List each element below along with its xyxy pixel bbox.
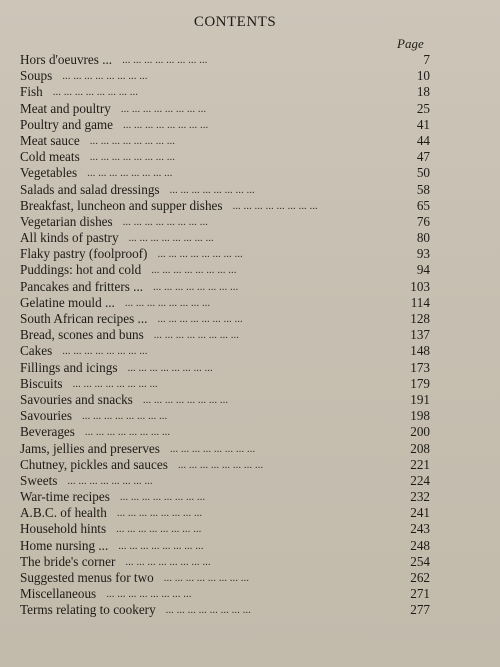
contents-heading: CONTENTS [193, 14, 277, 30]
entry-title: Jams, jellies and preserves [20, 440, 160, 456]
dot-leader: ... ... ... ... ... ... ... ... [123, 118, 209, 131]
entry-title: Suggested menus for two [20, 570, 154, 585]
dot-leader: ... ... ... ... ... ... ... ... [118, 539, 204, 552]
dot-leader: ... ... ... ... ... ... ... ... [119, 491, 206, 504]
entry-title: Soups [20, 68, 53, 84]
contents-entry [20, 408, 430, 424]
entry-page-number: 198 [410, 408, 430, 424]
dot-leader: ... ... ... ... ... ... ... ... [169, 442, 256, 455]
entry-page-number: 221 [410, 456, 430, 472]
dot-leader: ... ... ... ... ... ... ... ... [125, 555, 211, 568]
entry-title: Biscuits [20, 375, 63, 391]
dot-leader: ... ... ... ... ... ... ... ... [128, 232, 214, 245]
entry-title: A.B.C. of health [20, 505, 107, 521]
entry-title: The bride's corner [20, 553, 116, 569]
entry-page-number: 173 [410, 359, 430, 375]
entry-page-number: 10 [416, 68, 430, 84]
dot-leader: ... ... ... ... ... ... ... ... [151, 264, 237, 277]
entry-title: South African recipes ... [20, 311, 148, 326]
contents-entry [20, 68, 430, 84]
contents-entry [20, 230, 430, 246]
entry-title: Fillings and icings [20, 359, 118, 375]
dot-leader: ... ... ... ... ... ... ... ... [124, 296, 211, 309]
entry-page-number: 208 [410, 440, 430, 456]
contents-entry [20, 165, 430, 181]
entry-page-number: 128 [410, 311, 430, 326]
entry-title: Cold meats [20, 149, 80, 165]
contents-entry [20, 570, 430, 586]
entry-page-number: 93 [416, 246, 430, 262]
entry-page-number: 232 [410, 489, 430, 505]
entry-title: Salads and salad dressings [20, 181, 160, 197]
entry-title: Chutney, pickles and sauces [20, 456, 168, 472]
dot-leader: ... ... ... ... ... ... ... ... [165, 604, 251, 617]
contents-entry [20, 117, 430, 133]
dot-leader: ... ... ... ... ... ... ... ... [142, 393, 229, 406]
entry-title: Household hints [20, 521, 107, 537]
entry-page-number: 25 [416, 100, 430, 116]
contents-entry [20, 198, 430, 214]
dot-leader: ... ... ... ... ... ... ... ... [163, 572, 249, 584]
entry-page-number: 114 [410, 294, 430, 310]
entry-page-number: 80 [416, 230, 430, 246]
entry-title: Puddings: hot and cold [20, 262, 142, 278]
dot-leader: ... ... ... ... ... ... ... ... [82, 410, 168, 423]
contents-entry [20, 214, 430, 230]
entry-title: All kinds of pastry [20, 230, 119, 246]
entry-title: Cakes [20, 343, 53, 359]
contents-entry [20, 311, 430, 327]
contents-list [20, 52, 430, 619]
contents-entry [20, 246, 430, 262]
entry-title: Savouries [20, 408, 73, 424]
entry-page-number: 7 [423, 52, 430, 67]
entry-title: Vegetables [20, 165, 78, 181]
contents-entry [20, 376, 430, 392]
entry-page-number: 47 [416, 149, 430, 165]
contents-entry [20, 262, 430, 278]
entry-title: Beverages [20, 424, 75, 440]
entry-title: Miscellaneous [20, 586, 97, 602]
entry-title: War-time recipes [20, 489, 110, 505]
entry-title: Meat and poultry [20, 100, 111, 116]
dot-leader: ... ... ... ... ... ... ... ... [84, 426, 171, 439]
dot-leader: ... ... ... ... ... ... ... ... [62, 345, 148, 358]
dot-leader: ... ... ... ... ... ... ... ... [62, 70, 148, 83]
contents-entry [20, 52, 430, 68]
contents-entry [20, 457, 430, 473]
page-column-label: Page [397, 36, 424, 51]
entry-page-number: 94 [416, 262, 430, 278]
dot-leader: ... ... ... ... ... ... ... ... [72, 377, 158, 390]
entry-title: Flaky pastry (foolproof) [20, 246, 148, 262]
entry-page-number: 148 [410, 343, 430, 359]
contents-entry [20, 586, 430, 602]
entry-page-number: 241 [410, 505, 430, 521]
contents-entry [20, 295, 430, 311]
entry-page-number: 76 [416, 213, 430, 229]
contents-entry [20, 424, 430, 440]
entry-title: Vegetarian dishes [20, 213, 113, 229]
dot-leader: ... ... ... ... ... ... ... ... [153, 280, 239, 293]
entry-title: Sweets [20, 472, 58, 488]
dot-leader: ... ... ... ... ... ... ... ... [52, 86, 138, 99]
dot-leader: ... ... ... ... ... ... ... ... [89, 134, 175, 147]
entry-title: Fish [20, 84, 43, 100]
dot-leader: ... ... ... ... ... ... ... ... [122, 215, 208, 228]
entry-page-number: 65 [416, 197, 430, 213]
entry-page-number: 224 [410, 472, 430, 488]
dot-leader: ... ... ... ... ... ... ... ... [177, 458, 264, 471]
dot-leader: ... ... ... ... ... ... ... ... [122, 54, 208, 66]
dot-leader: ... ... ... ... ... ... ... ... [89, 151, 175, 164]
entry-page-number: 50 [416, 165, 430, 181]
dot-leader: ... ... ... ... ... ... ... ... [87, 167, 173, 180]
entry-page-number: 254 [410, 553, 430, 569]
entry-page-number: 41 [416, 116, 430, 132]
entry-page-number: 103 [410, 278, 430, 294]
entry-title: Hors d'oeuvres ... [20, 52, 113, 67]
contents-entry [20, 279, 430, 295]
contents-entry [20, 343, 430, 359]
contents-entry [20, 521, 430, 537]
contents-entry [20, 538, 430, 554]
entry-page-number: 191 [410, 391, 430, 407]
contents-entry [20, 84, 430, 100]
contents-entry [20, 441, 430, 457]
entry-title: Home nursing ... [20, 537, 109, 553]
entry-title: Terms relating to cookery [20, 602, 156, 618]
entry-title: Poultry and game [20, 116, 114, 132]
contents-entry [20, 360, 430, 376]
entry-title: Meat sauce [20, 132, 80, 148]
contents-entry [20, 505, 430, 521]
entry-page-number: 200 [410, 424, 430, 440]
entry-title: Bread, scones and buns [20, 327, 144, 343]
entry-page-number: 137 [410, 327, 430, 343]
dot-leader: ... ... ... ... ... ... ... ... [157, 313, 243, 325]
entry-page-number: 248 [410, 537, 430, 553]
contents-entry [20, 602, 430, 618]
dot-leader: ... ... ... ... ... ... ... ... [106, 588, 192, 601]
contents-entry [20, 489, 430, 505]
entry-page-number: 277 [410, 602, 430, 618]
entry-page-number: 262 [410, 570, 430, 585]
entry-page-number: 44 [416, 132, 430, 148]
contents-entry [20, 473, 430, 489]
dot-leader: ... ... ... ... ... ... ... ... [169, 183, 255, 196]
dot-leader: ... ... ... ... ... ... ... ... [116, 523, 202, 536]
entry-title: Breakfast, luncheon and supper dishes [20, 197, 223, 213]
dot-leader: ... ... ... ... ... ... ... ... [120, 102, 207, 115]
dot-leader: ... ... ... ... ... ... ... ... [153, 329, 240, 342]
entry-page-number: 271 [410, 586, 430, 602]
contents-entry [20, 327, 430, 343]
dot-leader: ... ... ... ... ... ... ... ... [116, 507, 203, 520]
entry-page-number: 58 [416, 181, 430, 197]
entry-title: Gelatine mould ... [20, 294, 115, 310]
dot-leader: ... ... ... ... ... ... ... ... [67, 474, 153, 487]
entry-page-number: 243 [410, 521, 430, 537]
contents-entry [20, 392, 430, 408]
contents-entry [20, 182, 430, 198]
dot-leader: ... ... ... ... ... ... ... ... [157, 248, 243, 261]
dot-leader: ... ... ... ... ... ... ... ... [232, 199, 318, 212]
contents-entry [20, 554, 430, 570]
contents-entry [20, 101, 430, 117]
contents-entry [20, 149, 430, 165]
entry-page-number: 179 [410, 375, 430, 391]
entry-title: Savouries and snacks [20, 391, 133, 407]
contents-entry [20, 133, 430, 149]
dot-leader: ... ... ... ... ... ... ... ... [127, 361, 213, 374]
entry-page-number: 18 [416, 84, 430, 100]
entry-title: Pancakes and fritters ... [20, 278, 144, 294]
